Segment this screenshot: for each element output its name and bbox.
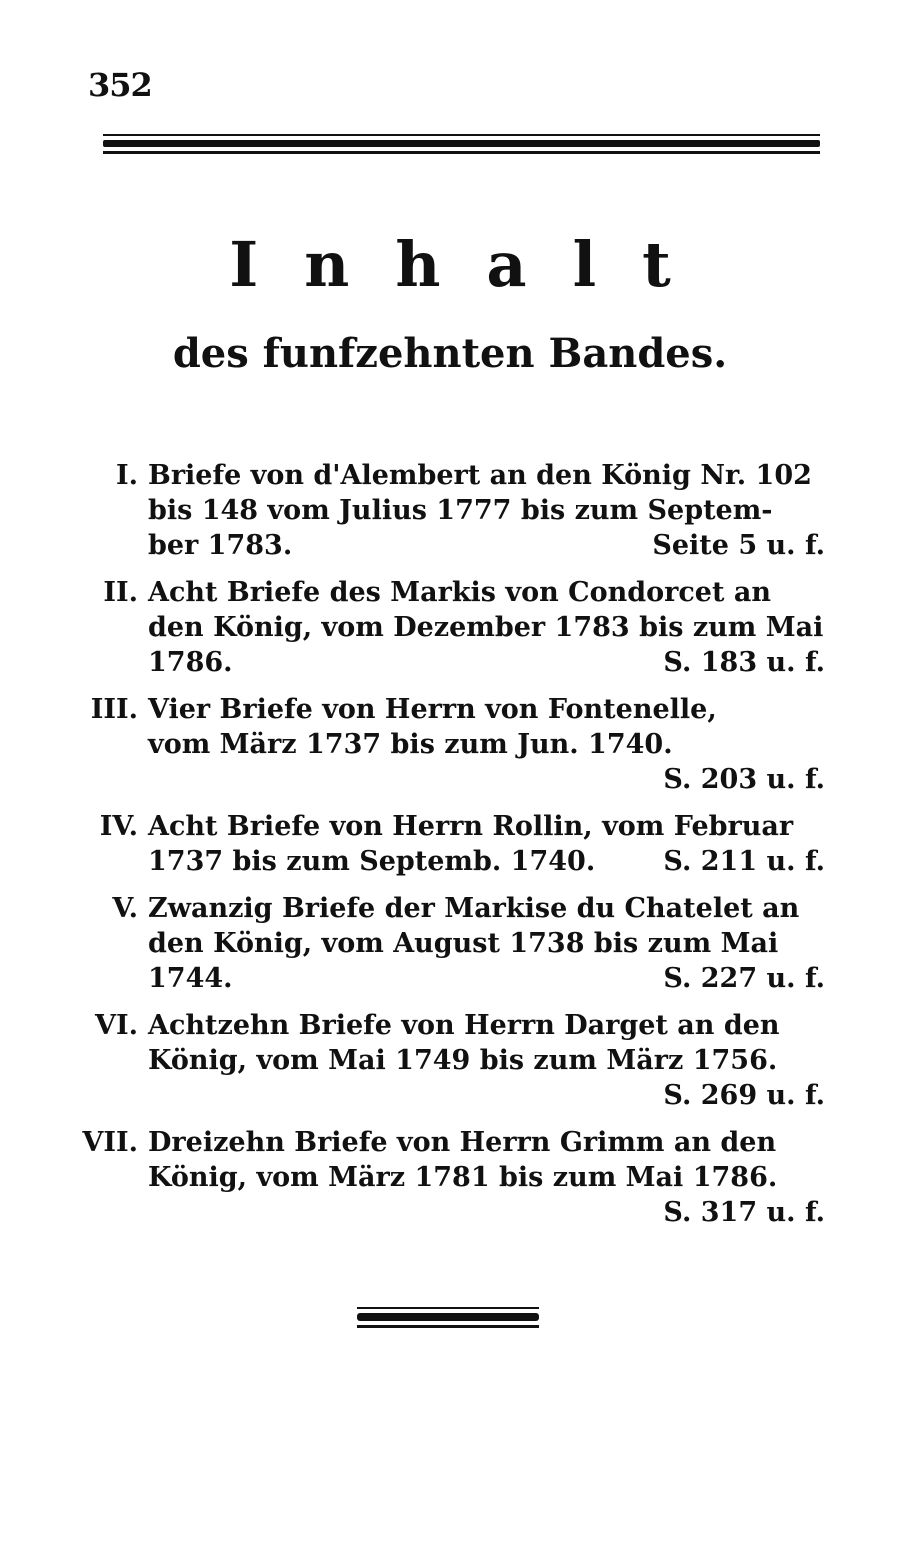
entry-line: 1786. [148,647,233,678]
bottom-ornamental-rule [357,1307,539,1331]
entry-page-ref: Seite 5 u. f. [652,530,825,561]
entry-line: bis 148 vom Julius 1777 bis zum Septem- [148,495,773,526]
entry-line: König, vom Mai 1749 bis zum März 1756. [148,1045,778,1076]
entry-line: Vier Briefe von Herrn von Fontenelle, [148,694,717,725]
entry-line: den König, vom Dezember 1783 bis zum Mai [148,612,824,643]
top-ornamental-rule [103,134,820,160]
page-title: Inhalt [229,228,717,301]
entry-numeral: VI. [95,1010,138,1041]
entry-line: vom März 1737 bis zum Jun. 1740. [148,729,673,760]
entry-line: Dreizehn Briefe von Herrn Grimm an den [148,1127,777,1158]
entry-line: 1737 bis zum Septemb. 1740. [148,846,596,877]
toc-entry [80,458,825,563]
entry-numeral: III. [90,694,138,725]
toc-entry [80,891,825,996]
entry-page-ref: S. 317 u. f. [663,1197,825,1228]
entry-page-ref: S. 269 u. f. [663,1080,825,1111]
entry-page-ref: S. 211 u. f. [663,846,825,877]
entry-numeral: VII. [82,1127,138,1158]
toc-entry [80,575,825,680]
entry-line: den König, vom August 1738 bis zum Mai [148,928,779,959]
entry-numeral: IV. [99,811,138,842]
entry-line: Acht Briefe des Markis von Condorcet an [148,577,771,608]
table-of-contents [80,458,825,1242]
entry-line: Zwanzig Briefe der Markise du Chatelet an [148,893,800,924]
page-number: 352 [88,66,152,104]
entry-line: Briefe von d'Alembert an den König Nr. 102 [148,460,812,491]
toc-entry [80,1008,825,1113]
entry-line: König, vom März 1781 bis zum Mai 1786. [148,1162,778,1193]
entry-line: Achtzehn Briefe von Herrn Darget an den [148,1010,780,1041]
entry-page-ref: S. 183 u. f. [663,647,825,678]
toc-entry [80,1125,825,1230]
entry-page-ref: S. 227 u. f. [663,963,825,994]
toc-entry [80,809,825,879]
entry-line: ber 1783. [148,530,293,561]
entry-page-ref: S. 203 u. f. [663,764,825,795]
entry-line: Acht Briefe von Herrn Rollin, vom Februar [148,811,794,842]
entry-numeral: V. [112,893,138,924]
toc-entry [80,692,825,797]
entry-line: 1744. [148,963,233,994]
page-subtitle: des funfzehnten Bandes. [172,330,728,377]
entry-numeral: I. [115,460,138,491]
entry-numeral: II. [103,577,138,608]
